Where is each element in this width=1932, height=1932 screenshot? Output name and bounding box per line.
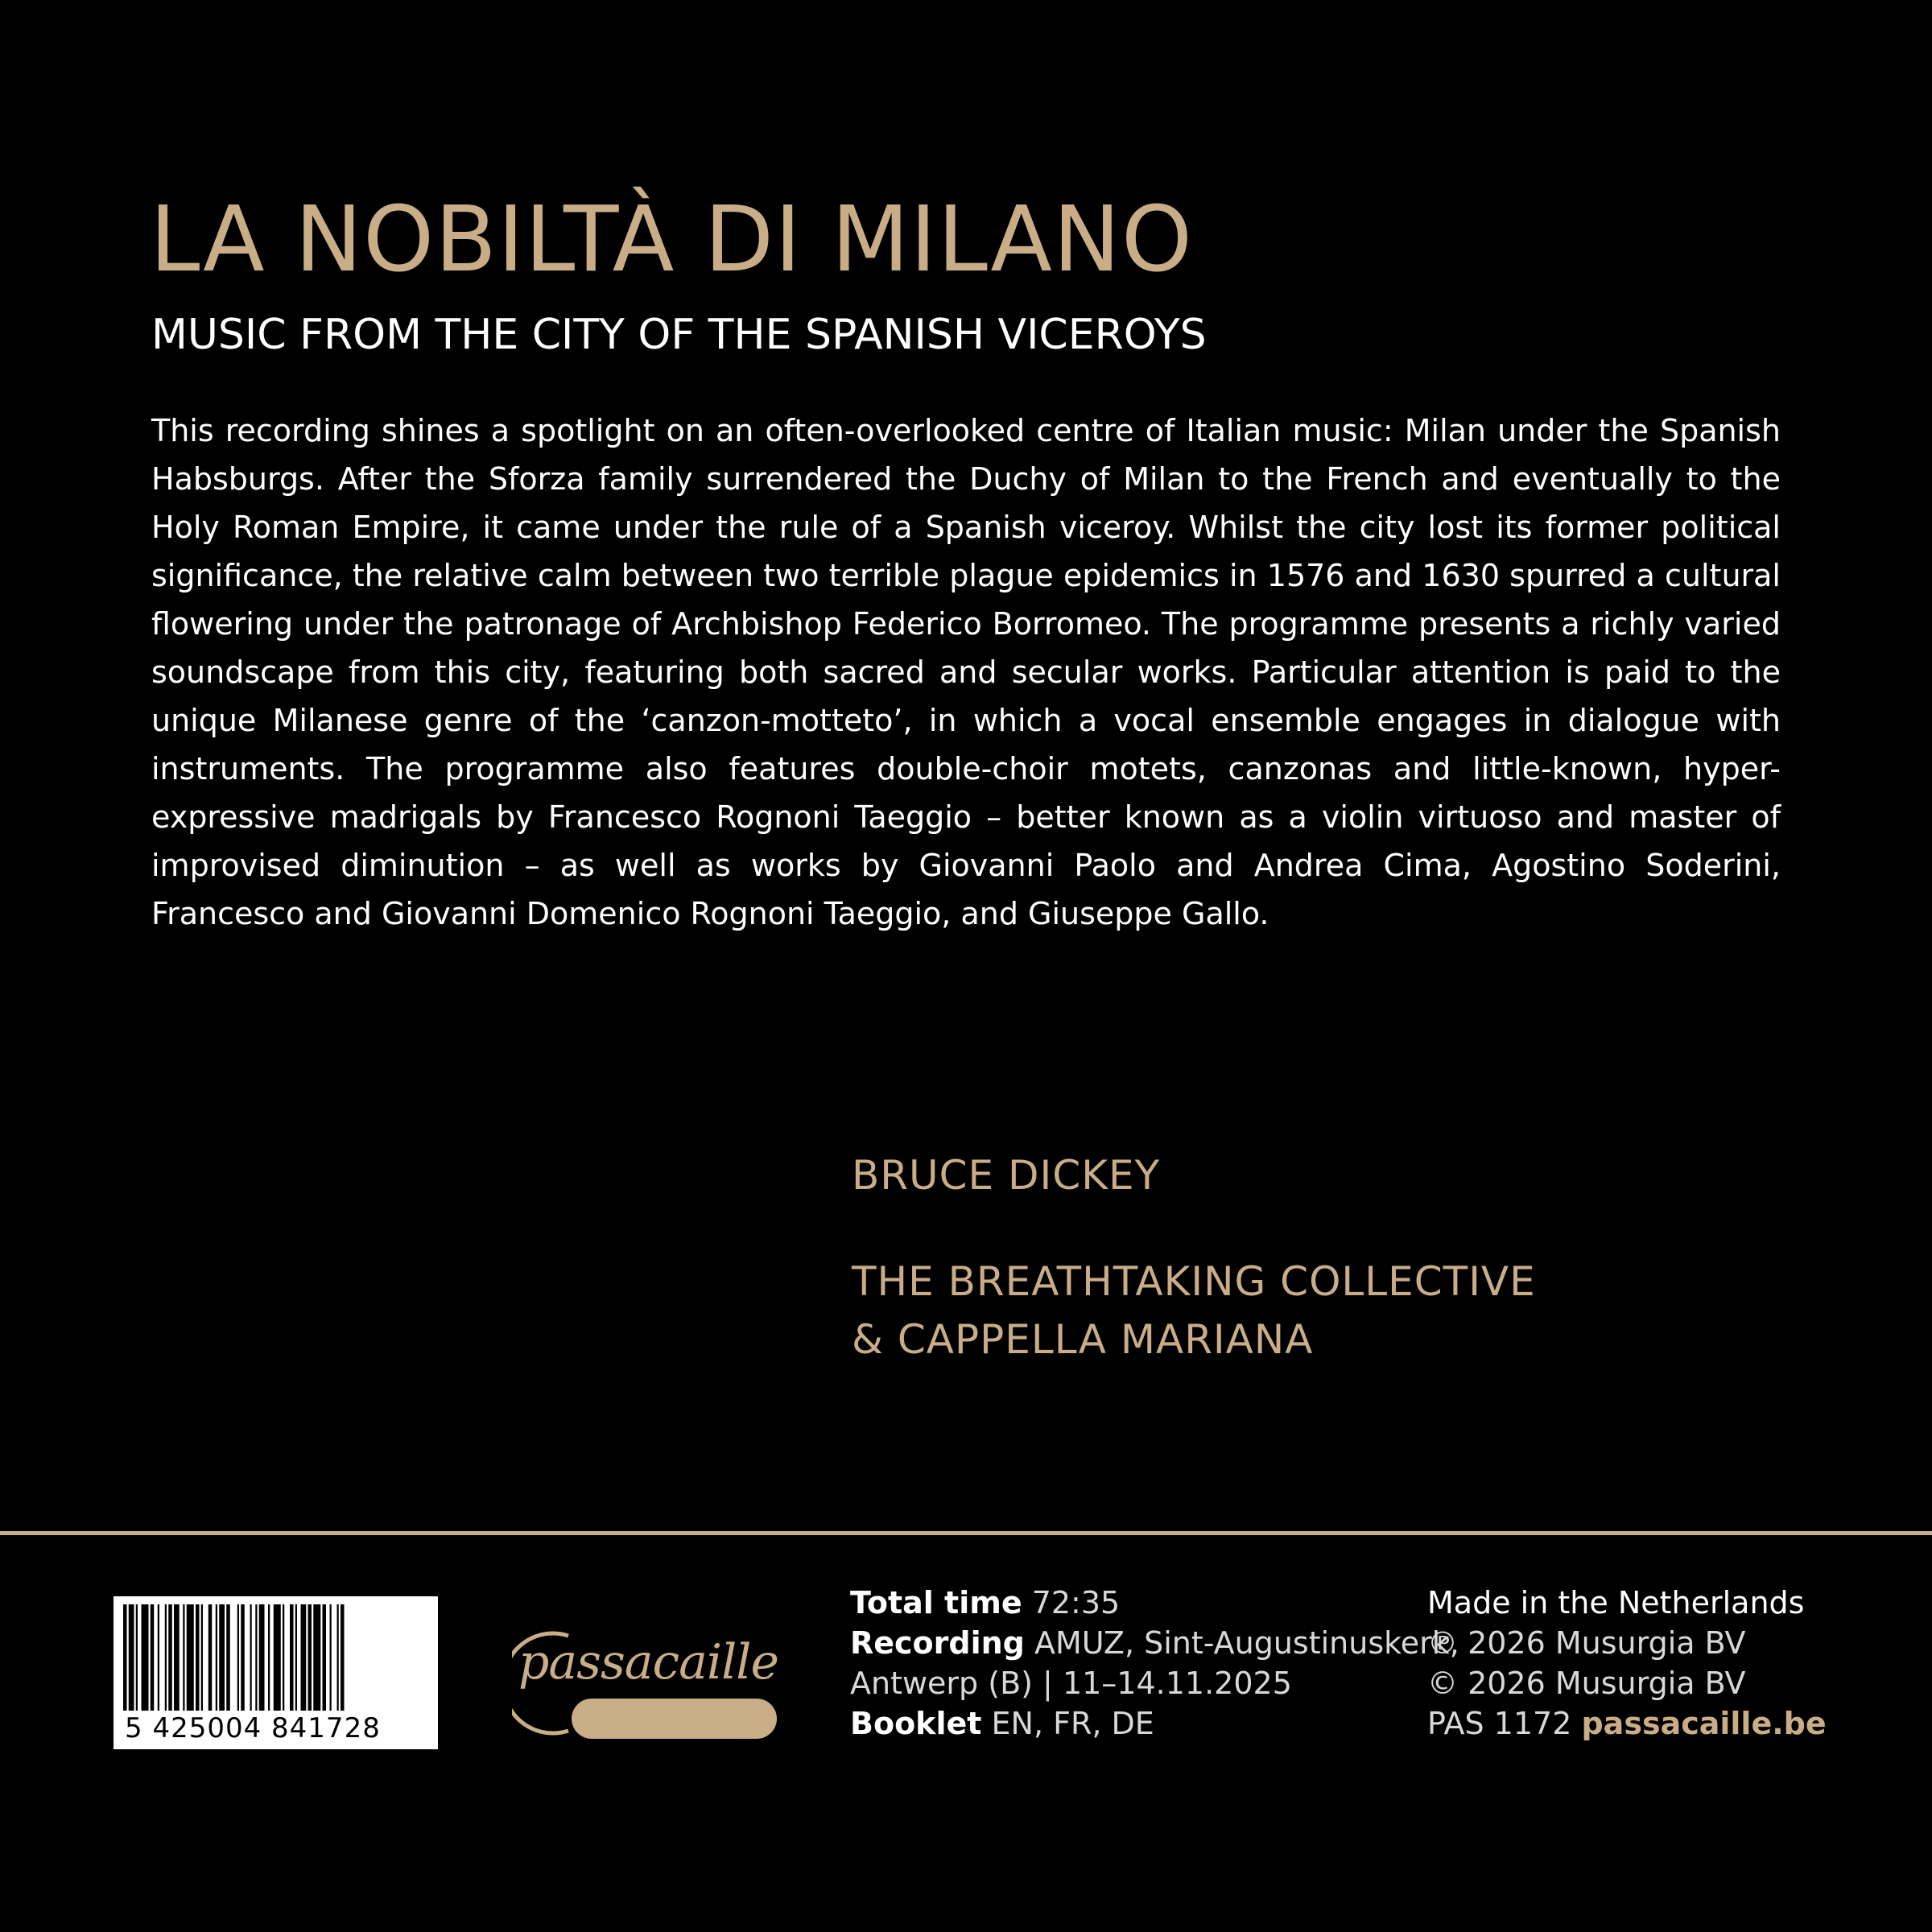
made-in: Made in the Netherlands xyxy=(1427,1585,1805,1620)
barcode-bars-icon xyxy=(123,1604,429,1711)
barcode-bar xyxy=(136,1604,138,1711)
album-title: LA NOBILTÀ DI MILANO xyxy=(150,188,1193,292)
booklet-value: EN, FR, DE xyxy=(991,1706,1154,1741)
logo-wordmark: passacaille xyxy=(518,1634,778,1690)
barcode-bar xyxy=(341,1604,345,1711)
barcode-bar xyxy=(274,1604,281,1711)
recording-label: Recording xyxy=(850,1625,1025,1661)
barcode-bar xyxy=(237,1604,239,1711)
barcode-bar xyxy=(158,1604,159,1711)
barcode-bar xyxy=(295,1604,297,1711)
recording-value-line1: AMUZ, Sint-Augustinuskerk, xyxy=(1034,1625,1459,1661)
barcode-bar xyxy=(250,1604,252,1711)
barcode-bar xyxy=(337,1604,339,1711)
legal-info xyxy=(1427,1583,1827,1744)
barcode-bar xyxy=(226,1604,230,1711)
total-time-value: 72:35 xyxy=(1031,1585,1121,1620)
barcode-digits: 5 425004 841728 xyxy=(125,1712,381,1744)
barcode-bar xyxy=(165,1604,167,1711)
ensemble-name-line2: & CAPPELLA MARIANA xyxy=(852,1316,1314,1363)
barcode-bar xyxy=(142,1604,149,1711)
barcode-bar xyxy=(301,1604,307,1711)
recording-info xyxy=(850,1583,1459,1744)
website-link[interactable]: passacaille.be xyxy=(1581,1706,1827,1741)
barcode-bar xyxy=(259,1604,265,1711)
barcode-bar xyxy=(323,1604,327,1711)
barcode-bar xyxy=(290,1604,294,1711)
recording-row xyxy=(850,1623,1459,1663)
barcode-bar xyxy=(196,1604,200,1711)
total-time-row xyxy=(850,1583,1459,1623)
phonogram-notice: ℗ 2026 Musurgia BV xyxy=(1427,1625,1746,1661)
passacaille-logo xyxy=(512,1628,786,1740)
catalog-number: PAS 1172 xyxy=(1427,1706,1572,1741)
barcode-bar xyxy=(255,1604,257,1711)
barcode-bar xyxy=(174,1604,180,1711)
barcode-bar xyxy=(283,1604,284,1711)
barcode-bar xyxy=(201,1604,203,1711)
barcode-bar xyxy=(151,1604,155,1711)
gold-divider xyxy=(0,1531,1932,1535)
album-subtitle: MUSIC FROM THE CITY OF THE SPANISH VICEROYS xyxy=(151,311,1207,359)
barcode-bar xyxy=(187,1604,194,1711)
barcode-bar xyxy=(330,1604,332,1711)
barcode-bar xyxy=(183,1604,184,1711)
barcode-bar xyxy=(208,1604,213,1711)
barcode-bar xyxy=(129,1604,134,1711)
barcode-bar xyxy=(308,1604,312,1711)
barcode-bar xyxy=(216,1604,217,1711)
barcode-bar xyxy=(123,1604,127,1711)
barcode-bar xyxy=(268,1604,270,1711)
booklet-row xyxy=(850,1703,1459,1744)
ensemble-name-line1: THE BREATHTAKING COLLECTIVE xyxy=(852,1258,1536,1305)
barcode-bar xyxy=(219,1604,225,1711)
booklet-label: Booklet xyxy=(850,1706,982,1741)
director-name: BRUCE DICKEY xyxy=(852,1152,1161,1199)
total-time-label: Total time xyxy=(850,1585,1022,1620)
barcode-bar xyxy=(313,1604,320,1711)
album-description: This recording shines a spotlight on an often-overlooked centre of Italian music: Milan under the Spanish Habsburgs. After the Sforza family surrendered the Duchy of Milan to the French and eventually to the Holy Roman Empire, it came under the rule of a Spanish viceroy. Whilst the city lost its former political significance, the relative calm between two terrible plague epidemics in 1576 and 1630 spurred a cultural flowering under the patronage of Archbishop Federico Borromeo. The programme presents a richly varied soundscape from this city, featuring both sacred and secular works. Particular attention is paid to the unique Milanese genre of the ‘canzon-motteto’, in which a vocal ensemble engages in dialogue with instruments. The programme also features double-choir motets, canzonas and little-known, hyper-expressive madrigals by Francesco Rognoni Taeggio – better known as a violin virtuoso and master of improvised diminution – as well as works by Giovanni Paolo and Andrea Cima, Agostino Soderini, Francesco and Giovanni Domenico Rognoni Taeggio, and Giuseppe Gallo. xyxy=(151,413,1781,931)
ensemble-credit xyxy=(852,1253,1536,1368)
barcode-bar xyxy=(168,1604,172,1711)
director-credit xyxy=(852,1146,1160,1204)
barcode-bar xyxy=(241,1604,245,1711)
copyright-notice: © 2026 Musurgia BV xyxy=(1427,1666,1746,1701)
barcode xyxy=(114,1596,438,1749)
catalog-row xyxy=(1427,1703,1827,1744)
recording-value-line2: Antwerp (B) | 11–14.11.2025 xyxy=(850,1666,1292,1701)
